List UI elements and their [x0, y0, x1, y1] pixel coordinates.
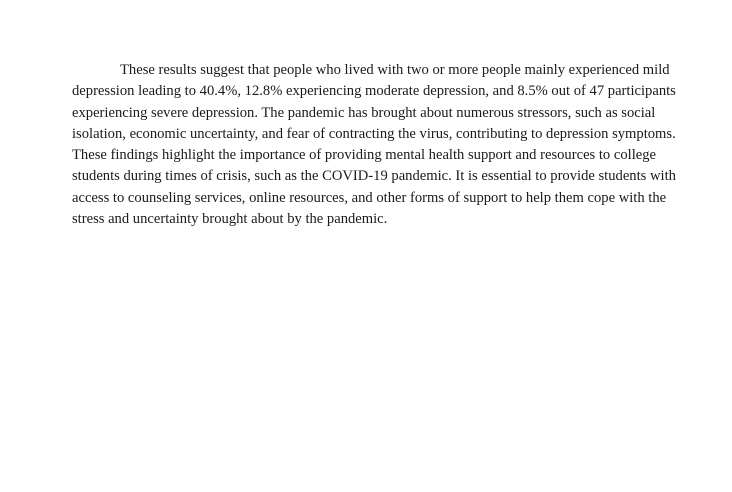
- body-paragraph: These results suggest that people who lived with two or more people mainly experienced mild depression leading to 40.4%, 12.8% experiencing moderate depression, and 8.5% out of 47 participants experiencing severe depression. The pandemic has brought about numerous stressors, such as social isolation, economic uncertainty, and fear of contracting the virus, contributing to depression symptoms. These findings highlight the importance of providing mental health support and resources to college students during times of crisis, such as the COVID-19 pandemic. It is essential to provide students with access to counseling services, online resources, and other forms of support to help them cope with the stress and uncertainty brought about by the pandemic.: [72, 62, 676, 228]
